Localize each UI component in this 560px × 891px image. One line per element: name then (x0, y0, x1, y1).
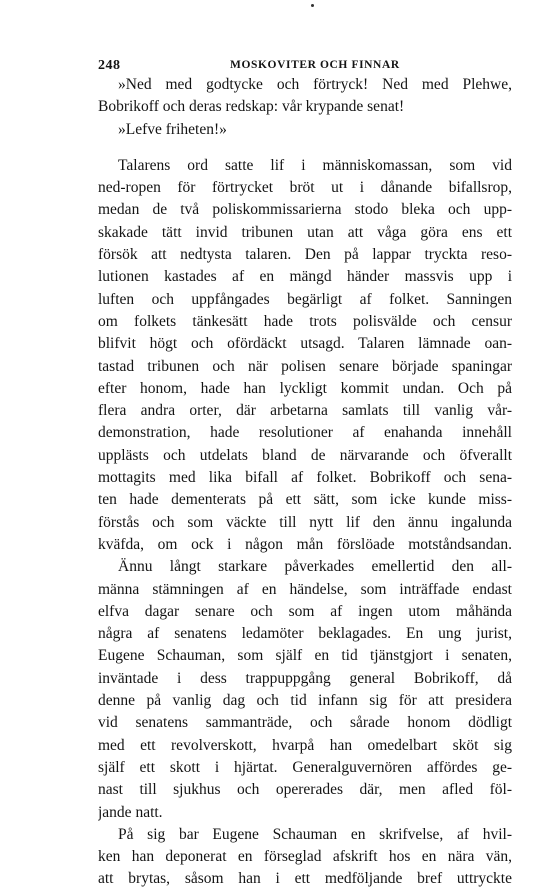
text-line: inväntade i dess trappuppgång general Bobrikoff, då (98, 669, 512, 687)
text-line: På sig bar Eugene Schauman en skrifvelse, af hvil- (118, 825, 512, 843)
quote-line: Bobrikoff och deras redskap: vår krypande senat! (98, 98, 405, 116)
text-line: demonstration, hade resolutioner af enahanda innehåll (98, 424, 512, 442)
text-line: medan de två poliskommissarierna stodo bleka och upp- (98, 201, 512, 219)
text-line: blifvit högt och ofördäckt utsagd. Talaren lämnade oan- (98, 335, 512, 353)
text-line: ten hade dementerats på ett sätt, som icke kunde miss- (98, 491, 512, 509)
text-line: några af senatens ledamöter beklagades. En ung jurist, (98, 625, 512, 643)
text-line: Ännu långt starkare påverkades emellertid den all- (118, 558, 512, 576)
body-text (98, 155, 512, 891)
text-line: Talarens ord satte lif i människomassan, som vid (118, 156, 512, 174)
text-line: denne på vanlig dag och tid infann sig för att presidera (98, 692, 512, 710)
quote-line: »Lefve friheten!» (118, 120, 227, 138)
text-line: vid senatens sammanträde, och sårade honom dödligt (98, 714, 512, 732)
text-line: nast till sjukhus och opererades där, men afled föl- (98, 781, 512, 799)
text-line: jande natt. (98, 803, 163, 821)
text-line: Eugene Schauman, som själf en tid tjänstgjort i senaten, (98, 647, 512, 665)
text-line: ned-ropen för förtrycket bröt ut i dånande bifallsrop, (98, 179, 512, 197)
text-line: elfva dagar senare och som af ingen utom måhända (98, 602, 512, 620)
text-line: männa stämningen af en händelse, som inträffade endast (98, 580, 512, 598)
quote-block (98, 74, 512, 141)
text-line: flera andra orter, där arbetarna samlats till vanlig vår- (98, 402, 512, 420)
text-line: att brytas, såsom han i ett medföljande bref uttryckte (98, 870, 512, 888)
page-number: 248 (98, 58, 121, 73)
text-line: efter honom, hade han lyckligt kommit undan. Och på (98, 379, 512, 397)
ink-speck (311, 4, 314, 7)
text-line: med ett revolverskott, hvarpå han omedelbart sköt sig (98, 736, 512, 754)
text-line: försök att nedtysta talaren. Den på lappar tryckta reso- (98, 246, 512, 264)
text-line: om folkets tänkesätt hade trots polisvälde och censur (98, 312, 512, 330)
text-block (98, 74, 512, 891)
text-line: upplästs och utdelats bland de närvarande och öfverallt (98, 446, 512, 464)
text-line: lutionen kastades af en mängd händer massvis upp i (98, 268, 512, 286)
text-line: skakade tätt invid tribunen utan att våga göra ens ett (98, 223, 512, 241)
text-line: själf ett skott i hjärtat. Generalguvernören affördes ge- (98, 758, 512, 776)
text-line: mottagits med lika bifall af folket. Bobrikoff och sena- (98, 469, 512, 487)
text-line: ken han deponerat en förseglad afskrift hos en nära vän, (98, 848, 512, 866)
running-title: MOSKOVITER OCH FINNAR (230, 59, 400, 71)
text-line: tastad tribunen och när polisen senare började spaningar (98, 357, 512, 375)
text-line: kväfda, om ock i någon mån förslöade motståndsandan. (98, 535, 512, 553)
text-line: luften och uppfångades begärligt af folket. Sanningen (98, 290, 512, 308)
quote-line: »Ned med godtycke och förtryck! Ned med Plehwe, (118, 76, 512, 93)
text-line: förstås och som väckte till nytt lif den ännu ingalunda (98, 513, 512, 531)
